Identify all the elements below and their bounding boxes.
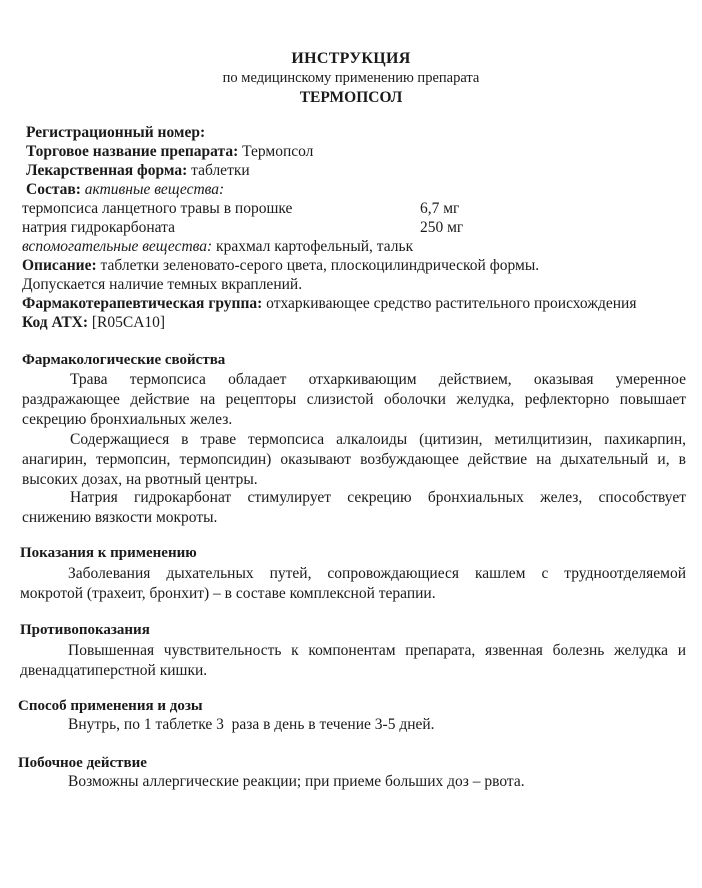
trade-name-label: Торговое название препарата:	[26, 143, 239, 160]
ingredient-name: термопсиса ланцетного травы в порошке	[22, 200, 293, 217]
contraindications-heading: Противопоказания	[20, 622, 150, 638]
trade-name-row	[26, 144, 313, 160]
paragraph-line: Повышенная чувствительность к компонентам препарата, язвенная болезнь желудка и	[68, 642, 686, 659]
paragraph-line: раздражающее действие на рецепторы слизистой оболочки желудка, рефлекторно повышает	[22, 391, 686, 408]
atc-row	[22, 315, 165, 331]
pharmacotherapeutic-group-label: Фармакотерапевтическая группа:	[22, 295, 263, 312]
dosage-text: Внутрь, по 1 таблетке 3 раза в день в течение 3-5 дней.	[68, 716, 435, 733]
active-substances-colon: :	[219, 181, 225, 198]
pharmacology-paragraph-2	[22, 430, 686, 490]
ingredient-name: натрия гидрокарбоната	[22, 219, 176, 236]
side-effects-text: Возможны аллергические реакции; при приеме больших доз – рвота.	[68, 773, 525, 790]
active-substances-label: активные вещества	[84, 181, 220, 198]
registration-label: Регистрационный номер:	[26, 124, 206, 141]
paragraph-line: высоких дозах, на рвотный центры.	[22, 471, 258, 488]
pharmacology-heading: Фармакологические свойства	[22, 352, 226, 368]
composition-row	[26, 182, 224, 198]
dosage-form-row	[26, 163, 250, 179]
paragraph-line: мокротой (трахеит, бронхит) – в составе комплексной терапии.	[20, 585, 436, 602]
description-line2: Допускается наличие темных вкраплений.	[22, 276, 303, 293]
paragraph-line: Натрия гидрокарбонат стимулирует секрецию бронхиальных желез, способствует	[70, 489, 686, 506]
indications-heading: Показания к применению	[20, 545, 197, 561]
ingredient-amount: 6,7 мг	[420, 200, 460, 217]
description-label: Описание:	[22, 257, 97, 274]
pharmacology-paragraph-1	[22, 370, 686, 430]
dosage-form-value: таблетки	[191, 162, 250, 179]
excipients-row	[22, 239, 413, 255]
excipients-label: вспомогательные вещества:	[22, 238, 213, 255]
atc-value: [R05CA10]	[91, 314, 166, 331]
pharmacotherapeutic-group-value: отхаркивающее средство растительного происхождения	[266, 295, 637, 312]
description-row	[22, 258, 539, 274]
ingredient-amount: 250 мг	[420, 219, 464, 236]
excipients-value: крахмал картофельный, тальк	[216, 238, 414, 255]
dosage-heading: Способ применения и дозы	[18, 698, 203, 714]
trade-name-value: Термопсол	[242, 143, 314, 160]
paragraph-line: Содержащиеся в траве термопсиса алкалоиды (цитизин, метилцитизин, пахикарпин,	[70, 431, 686, 448]
composition-label: Состав:	[26, 181, 81, 198]
document-subtitle: по медицинскому применению препарата	[222, 70, 480, 86]
side-effects-heading: Побочное действие	[18, 755, 147, 771]
drug-name: ТЕРМОПСОЛ	[299, 89, 403, 106]
paragraph-line: снижению вязкости мокроты.	[22, 509, 218, 526]
paragraph-line: анагирин, термопсин, термопсидин) оказывают возбуждающее действие на дыхательный и, в	[22, 451, 686, 468]
description-value: таблетки зеленовато-серого цвета, плоскоцилиндрической формы.	[100, 257, 540, 274]
paragraph-line: двенадцатиперстной кишки.	[20, 662, 208, 679]
pharmacology-paragraph-3	[22, 488, 686, 528]
pharmacotherapeutic-group-row	[22, 296, 636, 312]
paragraph-line: Трава термопсиса обладает отхаркивающим действием, оказывая умеренное	[70, 371, 686, 388]
paragraph-line: Заболевания дыхательных путей, сопровождающиеся кашлем с трудноотделяемой	[68, 565, 686, 582]
indications-paragraph	[20, 564, 686, 604]
dosage-form-label: Лекарственная форма:	[26, 162, 188, 179]
atc-label: Код АТХ:	[22, 314, 89, 331]
contraindications-paragraph	[20, 641, 686, 681]
paragraph-line: секрецию бронхиальных желез.	[22, 411, 233, 428]
document-title: ИНСТРУКЦИЯ	[291, 50, 411, 67]
